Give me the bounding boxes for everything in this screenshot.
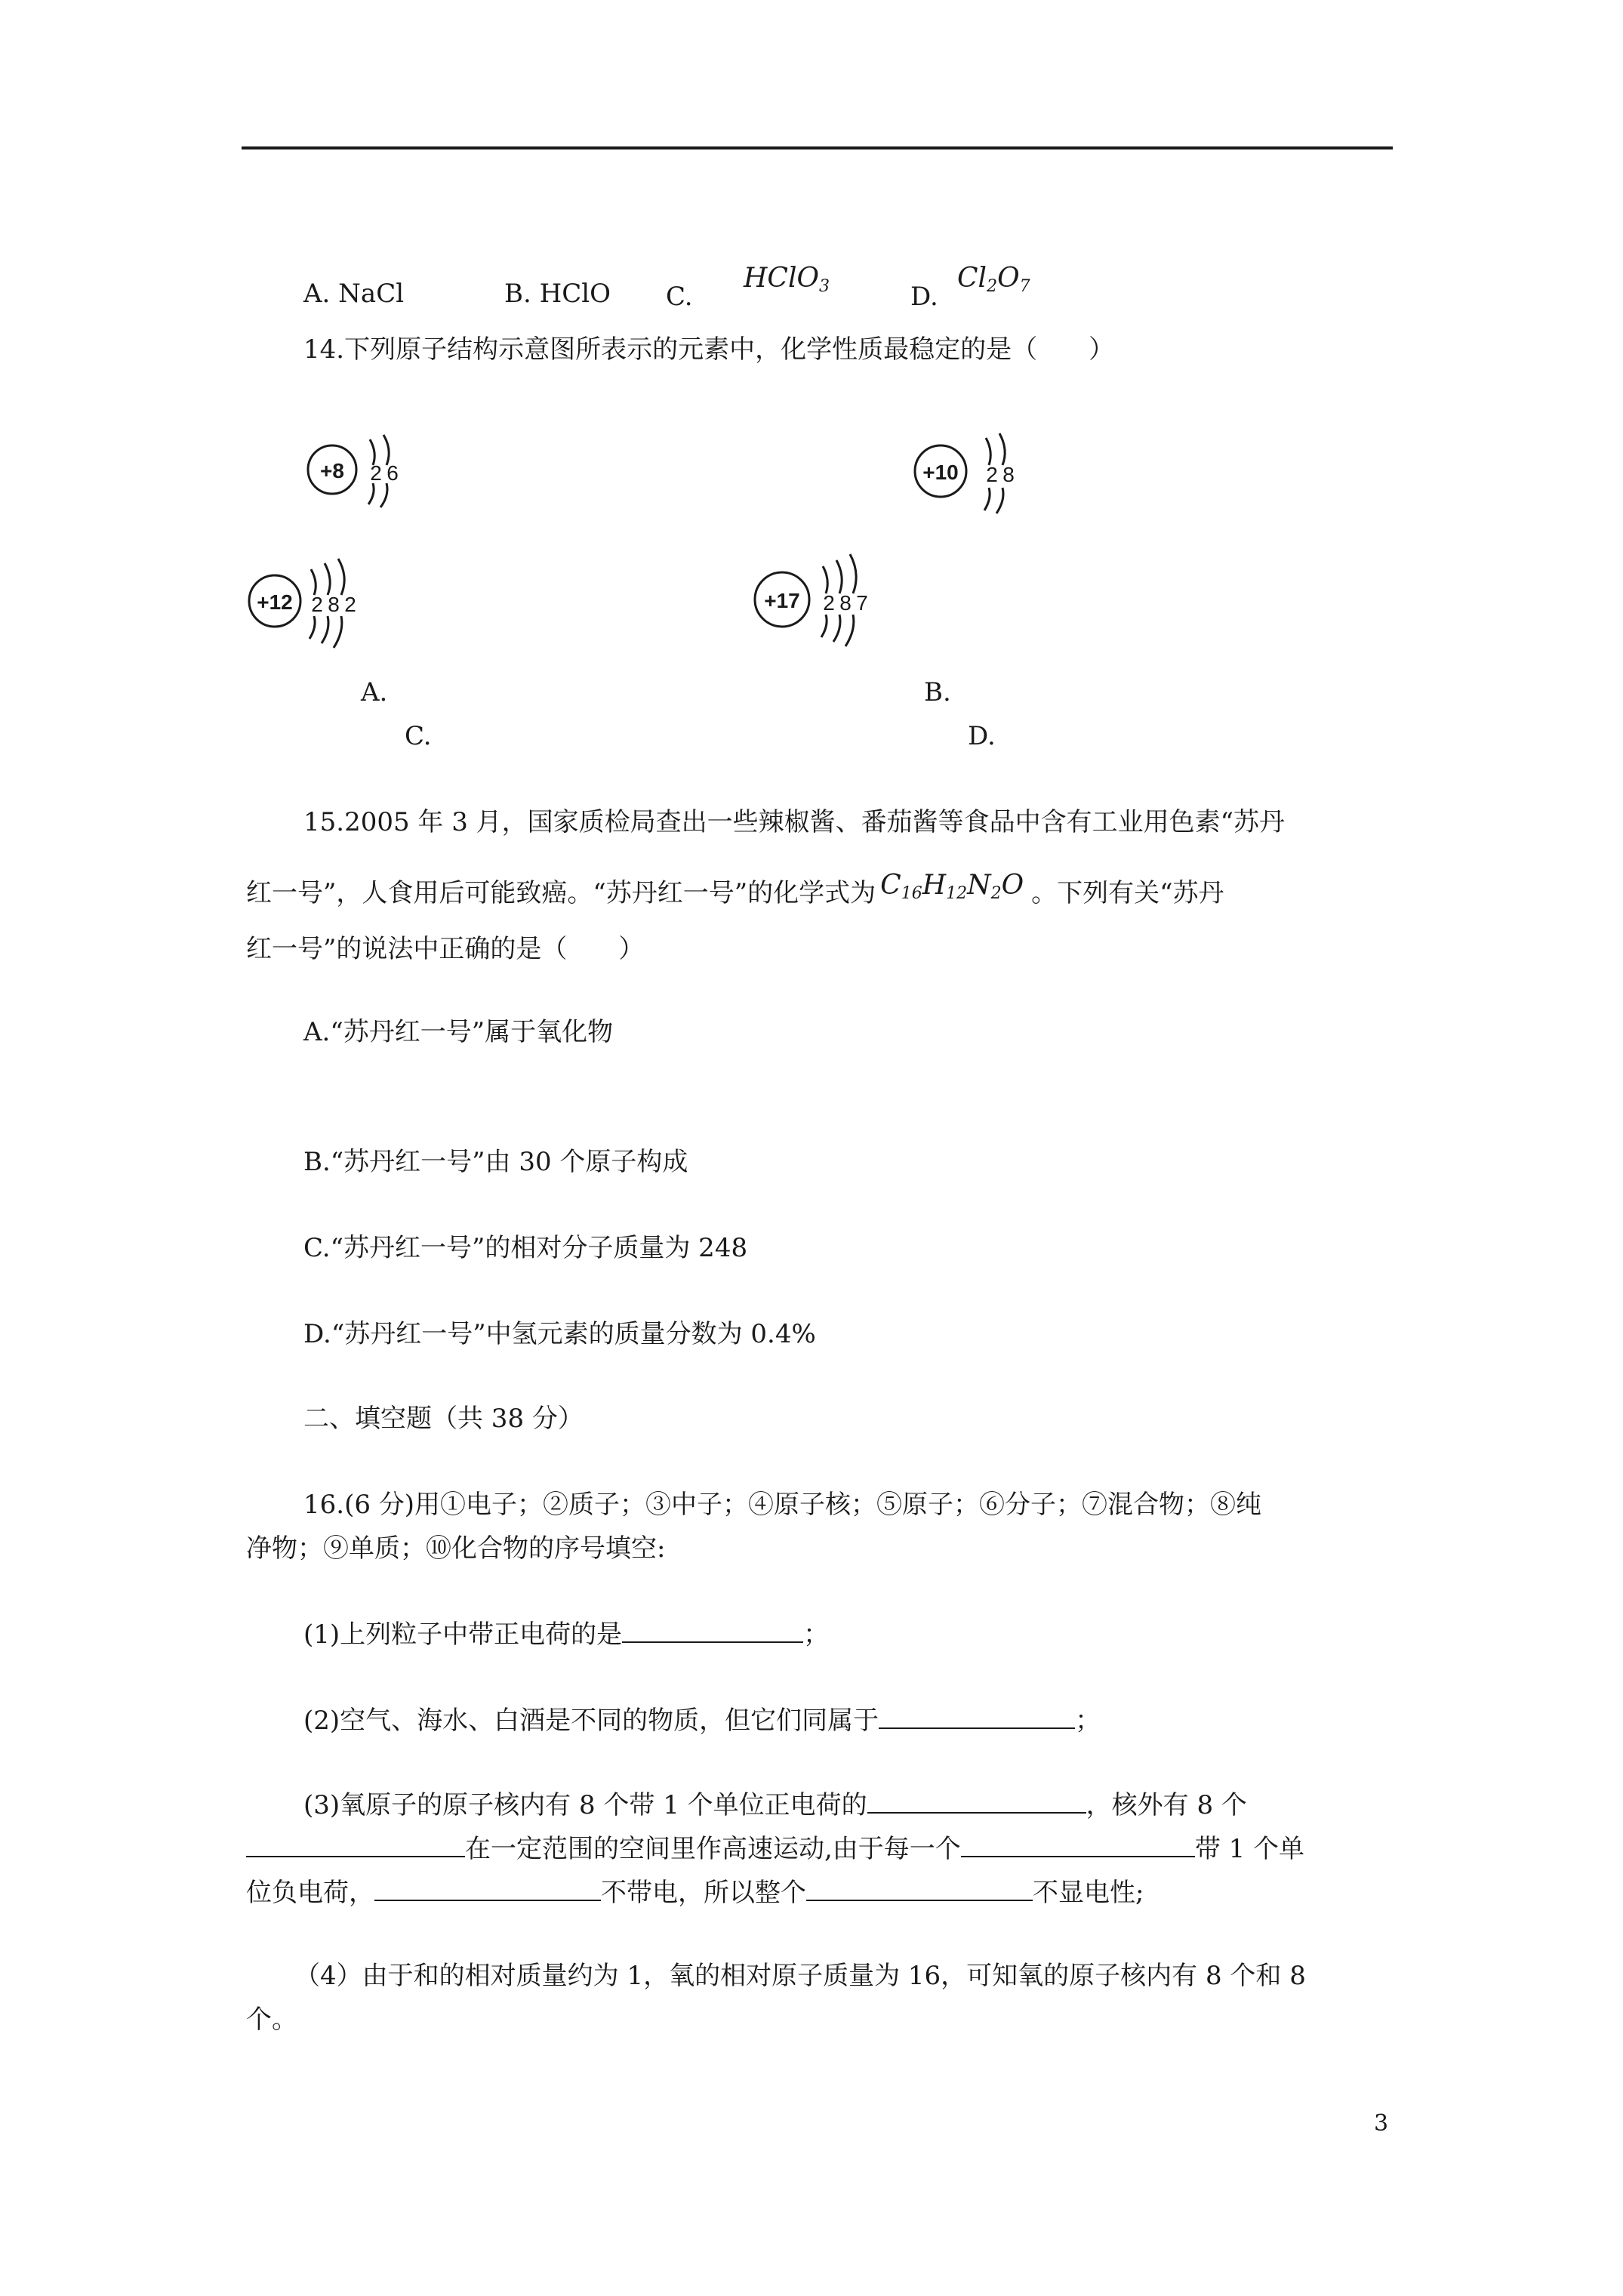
svg-text:7: 7	[856, 591, 868, 615]
answer-blank-3[interactable]	[867, 1786, 1086, 1814]
header-rule	[242, 146, 1393, 149]
q14-label-c: C.	[405, 721, 432, 751]
q14-label-a: A.	[361, 677, 388, 707]
svg-text:2: 2	[823, 591, 835, 615]
q15-line-3: 红一号”的说法中正确的是（ ）	[246, 934, 645, 964]
q16-part-4-line-2: 个。	[246, 2005, 297, 2035]
q13-option-c-label: C.	[666, 282, 693, 312]
svg-text:8: 8	[1002, 463, 1015, 486]
answer-blank-5[interactable]	[961, 1830, 1195, 1857]
svg-text:2: 2	[344, 593, 356, 616]
q13-option-b: B. HClO	[504, 279, 611, 309]
q16-line-1: 16.(6 分)用①电子；②质子；③中子；④原子核；⑤原子；⑥分子；⑦混合物；⑧纯	[303, 1490, 1262, 1520]
svg-text:+10: +10	[922, 461, 959, 484]
q15-option-c: C.“苏丹红一号”的相对分子质量为 248	[303, 1233, 748, 1263]
atom-diagram-chlorine	[752, 544, 895, 653]
answer-blank-4[interactable]	[246, 1830, 465, 1857]
svg-text:2: 2	[311, 593, 323, 616]
q16-part-3-line-3: 位负电荷， 不带电，所以整个 不显电性;	[246, 1874, 1144, 1910]
svg-text:8: 8	[328, 593, 340, 616]
q15-formula: $C_{16}H_{12}N_2O$	[880, 870, 1024, 903]
q13-option-c-formula: HClO$_3$	[744, 263, 830, 296]
section-heading: 二、填空题（共 38 分）	[303, 1404, 584, 1434]
q16-part-3-line-2: 在一定范围的空间里作高速运动,由于每一个 带 1 个单	[246, 1830, 1304, 1866]
q13-option-d-formula: $Cl_2O_7$	[957, 263, 1030, 296]
answer-blank-7[interactable]	[806, 1874, 1033, 1901]
q14-stem: 14.下列原子结构示意图所表示的元素中，化学性质最稳定的是（ ）	[303, 334, 1115, 365]
q13-option-a: A. NaCl	[303, 279, 405, 309]
q14-label-b: B.	[924, 677, 951, 707]
page-number: 3	[1374, 2110, 1389, 2137]
q16-part-3-line-1: (3)氧原子的原子核内有 8 个带 1 个单位正电荷的 ，核外有 8 个	[303, 1786, 1247, 1823]
svg-text:2: 2	[986, 463, 998, 486]
q16-part-1: (1)上列粒子中带正电荷的是 ；	[303, 1616, 829, 1652]
q15-option-b: B.“苏丹红一号”由 30 个原子构成	[303, 1147, 688, 1177]
svg-text:6: 6	[387, 461, 399, 485]
svg-text:+8: +8	[320, 459, 344, 482]
q16-line-2: 净物；⑨单质；⑩化合物的序号填空:	[246, 1533, 666, 1564]
answer-blank-6[interactable]	[374, 1874, 601, 1901]
svg-text:8: 8	[839, 591, 852, 615]
q15-line-2: 红一号”，人食用后可能致癌。“苏丹红一号”的化学式为 $C_{16}H_{12}N_2O$ 。下列有关“苏丹	[246, 870, 1224, 908]
q16-part-4-line-1: （4）由于和的相对质量约为 1，氧的相对原子质量为 16，可知氧的原子核内有 8 个和 8	[294, 1961, 1306, 1991]
q14-label-d: D.	[968, 721, 996, 751]
atom-diagram-oxygen	[300, 423, 421, 513]
answer-blank-1[interactable]	[622, 1616, 803, 1643]
svg-text:+12: +12	[257, 590, 293, 614]
q15-option-d: D.“苏丹红一号”中氢元素的质量分数为 0.4%	[303, 1319, 816, 1349]
atom-diagram-neon	[910, 424, 1031, 519]
q16-part-2: (2)空气、海水、白酒是不同的物质，但它们同属于 ；	[303, 1702, 1101, 1738]
q15-line-1: 15.2005 年 3 月，国家质检局查出一些辣椒酱、番茄酱等食品中含有工业用色素“苏丹	[303, 807, 1286, 837]
svg-text:+17: +17	[764, 589, 800, 612]
q13-option-d-label: D.	[910, 282, 938, 312]
answer-blank-2[interactable]	[879, 1702, 1075, 1729]
q15-option-a: A.“苏丹红一号”属于氧化物	[303, 1017, 614, 1047]
svg-text:2: 2	[370, 461, 382, 485]
atom-diagram-magnesium	[245, 548, 380, 654]
